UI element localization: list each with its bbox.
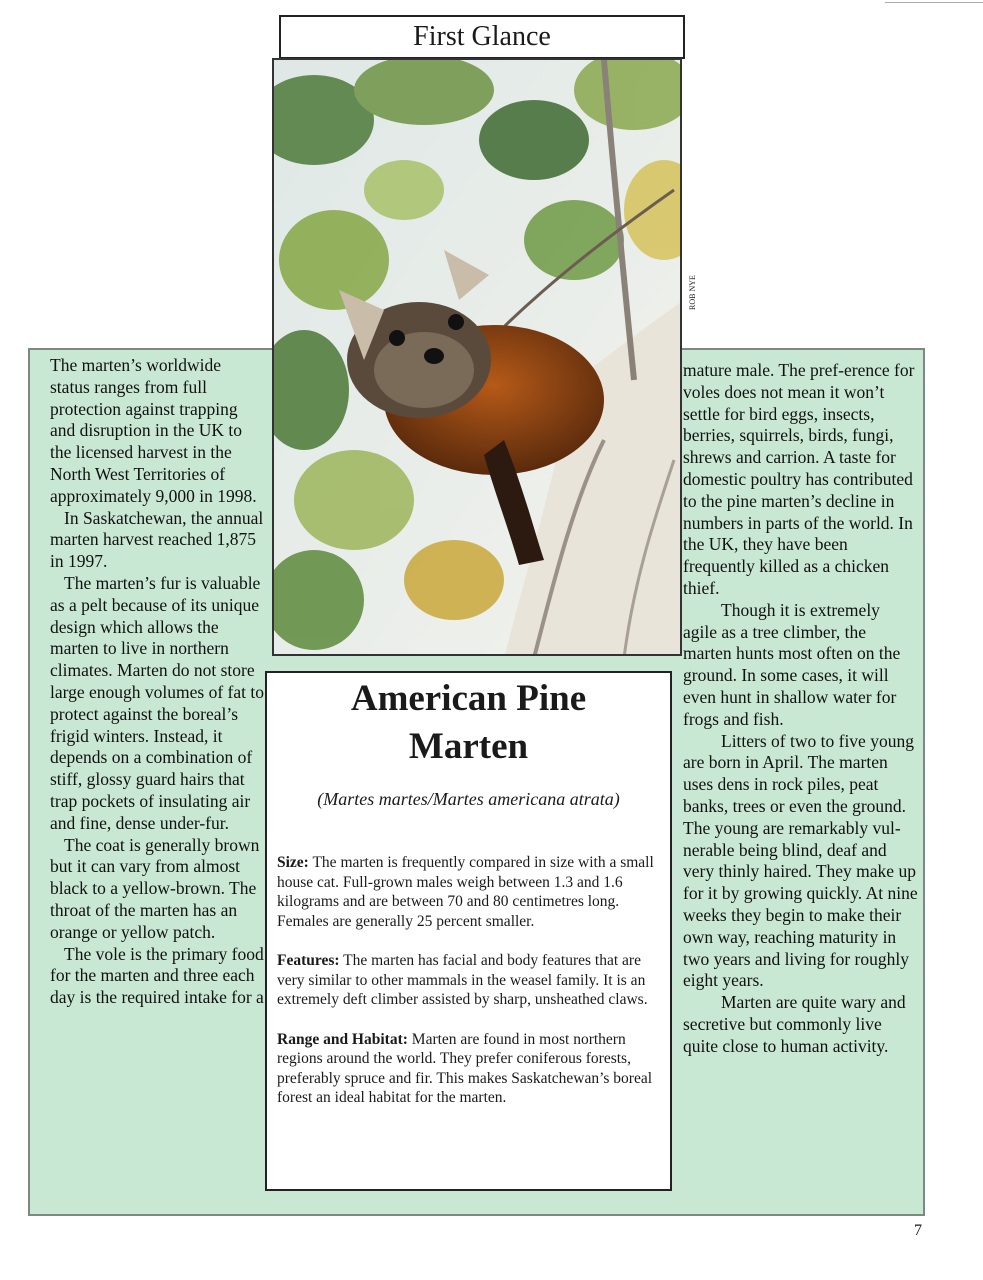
range-habitat-label: Range and Habitat: xyxy=(277,1030,408,1048)
page-number: 7 xyxy=(914,1222,922,1239)
left-paragraph-3: The marten’s fur is valuable as a pelt because of its unique design which allows the marten to live in northern climates. Marten do not store large enough volumes of fat to protect against the boreal’s frigid winters. Instead, it depends on a combination of stiff, glossy guard hairs that trap pockets of insulating air and fine, dense under-fur. xyxy=(50,572,264,833)
species-info-box xyxy=(265,671,672,1191)
left-text-column xyxy=(50,355,265,1009)
species-title: American Pine Marten xyxy=(350,678,587,767)
photo-credit: ROB NYE xyxy=(688,275,697,310)
left-paragraph-1: The marten’s worldwide status ranges from full protection against trapping and disruption in the UK to the licensed harvest in the North West Territories of approximately 9,000 in 1998. xyxy=(50,355,257,506)
size-section xyxy=(277,853,662,931)
right-text-column xyxy=(683,360,918,1058)
features-section xyxy=(277,951,662,1010)
right-paragraph-2: Though it is extremely agile as a tree climber, the marten hunts most often on the ground. In some cases, it will even hunt in shallow water for frogs and fish. xyxy=(683,599,901,729)
marten-photo xyxy=(272,58,682,656)
size-text: The marten is frequently compared in size with a small house cat. Full-grown males weigh between 1.3 and 1.6 kilograms and are between 70 and 80 centimetres long. Females are generally 25 percent smaller. xyxy=(277,854,654,930)
marten-icon xyxy=(274,60,682,656)
left-paragraph-2: In Saskatchewan, the annual marten harvest reached 1,875 in 1997. xyxy=(50,507,264,572)
left-paragraph-4: The coat is generally brown but it can vary from almost black to a yellow-brown. The throat of the marten has an orange or yellow patch. xyxy=(50,834,260,942)
features-text: The marten has facial and body features that are very similar to other mammals in the weasel family. It is an extremely deft climber assisted by sharp, unsheathed claws. xyxy=(277,952,648,1008)
right-paragraph-4: Marten are quite wary and secretive but commonly live quite close to human activity. xyxy=(683,992,906,1056)
right-paragraph-3: Litters of two to five young are born in April. The marten uses dens in rock piles, peat banks, trees or even the ground. The young are remarkably vul-nerable being blind, deaf and very thinly haired. They make up for it by growing quickly. At nine weeks they begin to make their own way, reaching maturity in two years and living for roughly eight years. xyxy=(683,730,918,991)
size-label: Size: xyxy=(277,854,309,871)
range-habitat-text: Marten are found in most northern regions around the world. They prefer coniferous forests, preferably spruce and fir. This makes Saskatchewan’s boreal forest an ideal habitat for the marten. xyxy=(277,1030,653,1106)
scan-edge-line xyxy=(885,2,983,3)
features-label: Features: xyxy=(277,952,340,969)
section-heading: First Glance xyxy=(279,15,685,59)
info-sections xyxy=(277,853,662,1128)
right-paragraph-1: mature male. The pref-erence for voles does not mean it won’t settle for bird eggs, insects, berries, squirrels, birds, fungi, shrews and carrion. A taste for domestic poultry has contributed to the pine marten’s decline in numbers in parts of the world. In the UK, they have been frequently killed as a chicken thief. xyxy=(683,360,915,598)
scientific-name: (Martes martes/Martes americana atrata) xyxy=(317,789,620,809)
left-paragraph-5: The vole is the primary food for the marten and three each day is the required intake for a xyxy=(50,943,264,1008)
range-habitat-section xyxy=(277,1030,662,1108)
